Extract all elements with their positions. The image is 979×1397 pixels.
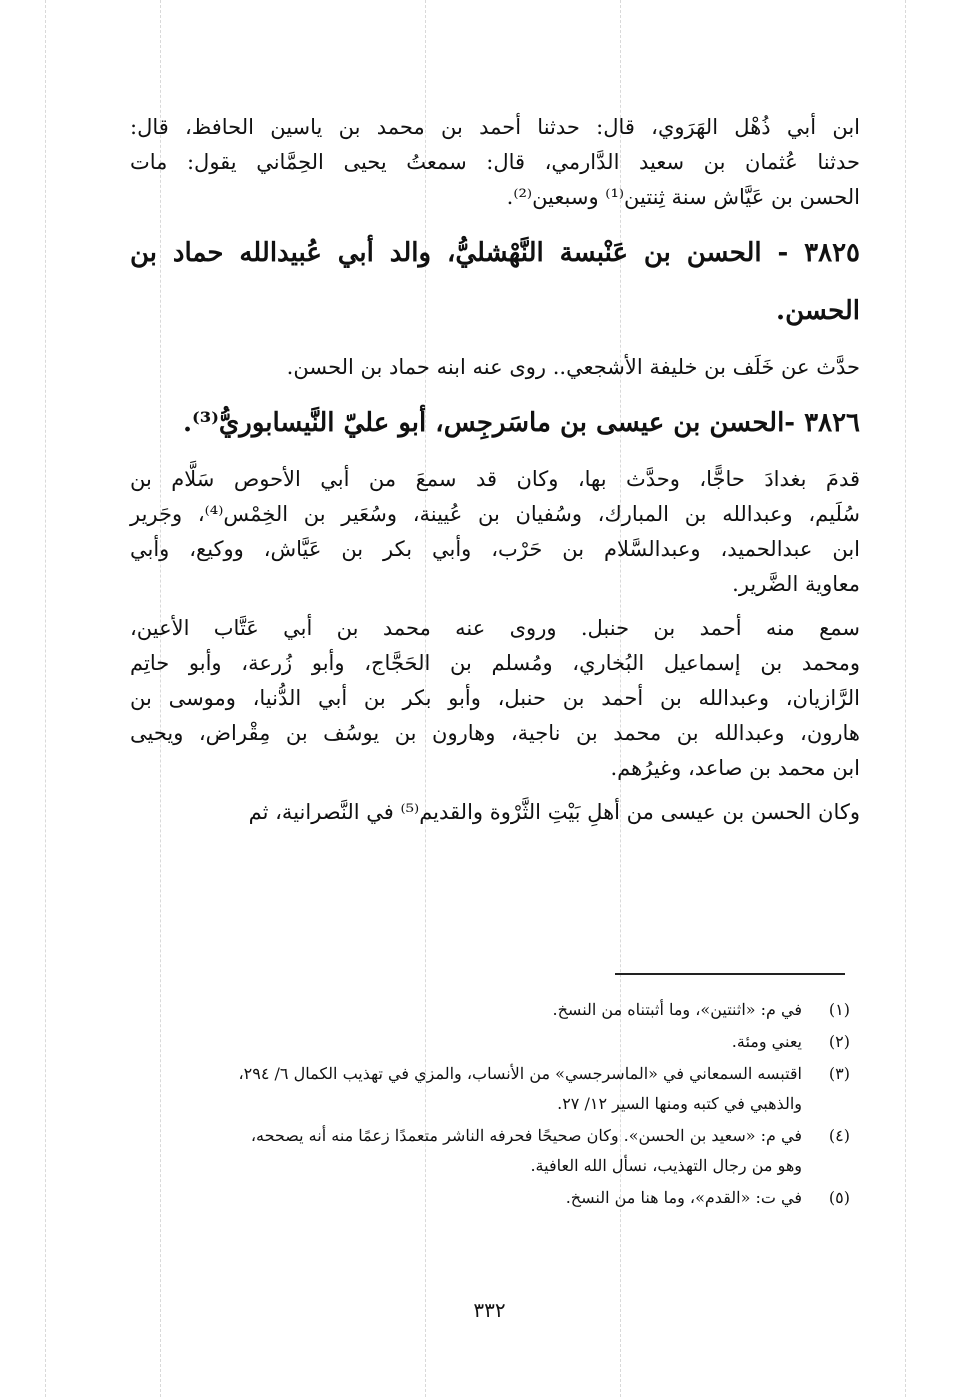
body-paragraph xyxy=(130,611,860,786)
footnote-number: (٥) xyxy=(828,1188,850,1207)
text-line: معاوية الضَّرير. xyxy=(732,572,860,596)
footnote-text xyxy=(130,1027,802,1057)
body-paragraph xyxy=(130,795,860,830)
footnote xyxy=(130,1183,850,1213)
page-number: ٣٣٢ xyxy=(473,1298,506,1322)
text-line: سمع منه أحمد بن حنبل. وروى عنه محمد بن أبي عَتَّاب الأعين، xyxy=(130,616,860,640)
footnote-text xyxy=(130,1059,802,1119)
text-line: وكان الحسن بن عيسى من أهلِ بَيْتِ الثَّرْوة والقديم⁽⁵⁾ في النَّصرانية، ثم xyxy=(248,800,860,824)
footnote-text xyxy=(130,1183,802,1213)
footnote-line: يعني ومئة. xyxy=(731,1032,802,1051)
footnote-text xyxy=(130,1121,802,1181)
text-line: حدثنا عُثمان بن سعيد الدَّارمي، قال: سمعتُ يحيى الحِمَّاني يقول: مات xyxy=(130,150,860,174)
text-line: هارون، وعبدالله بن محمد بن ناجية، وهارون بن يوسُف بن مِقْراض، ويحيى xyxy=(130,721,860,745)
text-line: الحسن بن عَيَّاش سنة ثِنتين⁽¹⁾ وسبعين⁽²⁾. xyxy=(506,185,860,209)
text-line: ابن أبي ذُهْل الهَرَوي، قال: حدثنا أحمد بن محمد بن ياسين الحافظ، قال: xyxy=(130,115,860,139)
footnote xyxy=(130,1059,850,1119)
footnote xyxy=(130,1121,850,1181)
scan-guide-line xyxy=(45,0,46,1397)
footnote-line: وهو من رجال التهذيب، نسأل الله العافية. xyxy=(530,1156,802,1175)
text-line: قدمَ بغدادَ حاجًّا، وحدَّث بها، وكان قد سمعَ من أبي الأحوص سَلَّام بن xyxy=(130,467,860,491)
footnote-line: اقتبسه السمعاني في «الماسرجسي» من الأنساب، والمزي في تهذيب الكمال ٦/ ٢٩٤، xyxy=(238,1064,802,1083)
footnote-text xyxy=(130,995,802,1025)
footnote-line: في م: «سعيد بن الحسن». وكان صحيحًا فحرفه الناشر متعمدًا زعمًا منه أنه يصححه، xyxy=(250,1126,802,1145)
footnote xyxy=(130,1027,850,1057)
scan-guide-line xyxy=(905,0,906,1397)
footnote-number: (١) xyxy=(828,1000,850,1019)
footnote xyxy=(130,995,850,1025)
footnote-number: (٤) xyxy=(828,1126,850,1145)
text-line: ابن محمد بن صاعد، وغيرُهم. xyxy=(610,756,860,780)
text-line: ابن عبدالحميد، وعبدالسَّلام بن حَرْب، وأبي بكر بن عَيَّاش، ووكيع، وأبي xyxy=(130,537,860,561)
footnote-number: (٢) xyxy=(828,1032,850,1051)
footnote-line: في ت: «القدم»، وما هنا من النسخ. xyxy=(565,1188,802,1207)
entry-heading xyxy=(130,394,860,452)
text-line: حدَّث عن خَلَف بن خليفة الأشجعي.. روى عنه ابنه حماد بن الحسن. xyxy=(286,355,860,379)
text-line: الرَّازيان، وعبدالله بن أحمد بن حنبل، وأبو بكر بن أبي الدُّنيا، وموسى بن xyxy=(130,686,860,710)
footnotes xyxy=(130,995,850,1215)
footnote-line: والذهبي في كتبه ومنها السير ١٢/ ٢٧. xyxy=(557,1094,802,1113)
text-line: الحسن. xyxy=(776,296,860,326)
text-line: ومحمد بن إسماعيل البُخاري، ومُسلم بن الحَجَّاج، وأبو زُرعة، وأبو حاتِم xyxy=(130,651,860,675)
text-line: ٣٨٢٥ - الحسن بن عَنْبسة النَّهْشليُّ، والد أبي عُبيدالله حماد بن xyxy=(130,238,860,268)
text-line: ٣٨٢٦ -الحسن بن عيسى بن ماسَرجِس، أبو عليّ النَّيسابوريُّ⁽³⁾. xyxy=(183,408,860,438)
body-paragraph xyxy=(130,350,860,385)
text-line: سُلَيم، وعبدالله بن المبارك، وسُفيان بن عُيينة، وسُعَير بن الخِمْس⁽⁴⁾، وجَرير xyxy=(130,502,860,526)
entry-heading xyxy=(130,224,860,340)
page-body xyxy=(130,110,860,839)
body-paragraph xyxy=(130,462,860,602)
footnote-number: (٣) xyxy=(828,1064,850,1083)
body-paragraph xyxy=(130,110,860,215)
footnote-line: في م: «اثنتين»، وما أثبتناه من النسخ. xyxy=(552,1000,802,1019)
footnote-divider xyxy=(615,973,845,975)
